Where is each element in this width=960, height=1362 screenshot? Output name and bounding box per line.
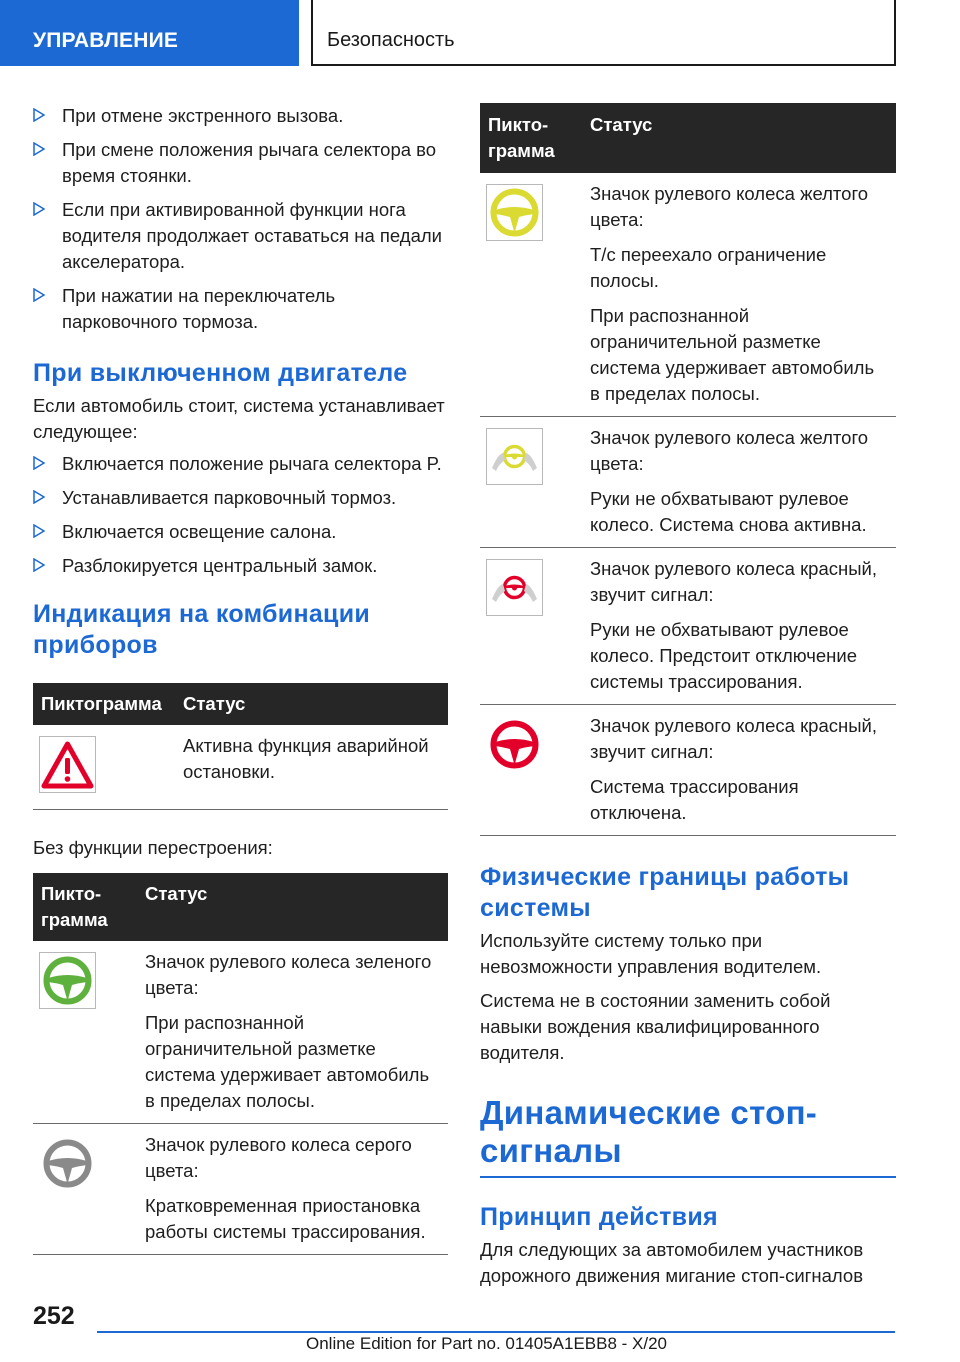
table-row <box>480 548 896 705</box>
table-lane-keeping-cont <box>480 103 896 836</box>
left-column <box>33 103 448 1255</box>
bullet-list-top <box>33 103 448 335</box>
limits-paragraph-1: Используйте систему только при невозможности управления водителем. <box>480 930 822 977</box>
icon-cell <box>33 725 175 810</box>
list-item: Включается освещение салона. <box>33 519 448 545</box>
status-cell: Значок рулевого колеса желтого цвета: Т/с переехало ограничение полосы. При распознанной ограничительной разметке система удерживает автомобиль в пределах полосы. <box>582 173 896 417</box>
icon-cell <box>33 1124 137 1255</box>
hands-on-wheel-red-icon <box>486 559 543 616</box>
steering-wheel-red-icon <box>486 716 543 773</box>
list-item: Включается положение рычага селектора P. <box>33 451 448 477</box>
right-column <box>480 103 896 1297</box>
col-header-status: Статус <box>582 103 896 173</box>
col-header-icon: Пикто-грамма <box>480 103 582 173</box>
engine-off-heading: При выключенном двигателе <box>33 359 408 387</box>
triangle-bullet-icon <box>33 202 45 216</box>
status-cell: Значок рулевого колеса красный, звучит сигнал: Система трассирования отключена. <box>582 705 896 836</box>
table-emergency <box>33 683 448 810</box>
list-item: При нажатии на переключатель парковочного тормоза. <box>33 283 448 335</box>
section-tab: УПРАВЛЕНИЕ <box>0 0 299 66</box>
page-number: 252 <box>33 1302 75 1330</box>
hands-on-wheel-yellow-icon <box>486 428 543 485</box>
indication-heading: Индикация на комбинации приборов <box>33 600 371 659</box>
principle-text: Для следующих за автомобилем участников дорожного движения мигание стоп-сигналов <box>480 1239 864 1286</box>
status-cell: Значок рулевого колеса зеленого цвета: При распознанной ограничительной разметке система удерживает автомобиль в пределах полосы. <box>137 941 448 1124</box>
status-cell: Активна функция аварийной остановки. <box>175 725 448 810</box>
no-lane-change-label: Без функции перестроения: <box>33 837 273 858</box>
triangle-bullet-icon <box>33 142 45 156</box>
list-item: При отмене экстренного вызова. <box>33 103 448 129</box>
list-item: Разблокируется центральный замок. <box>33 553 448 579</box>
page-footer <box>0 1290 960 1362</box>
limits-heading: Физические границы работы системы <box>480 863 850 922</box>
status-cell: Значок рулевого колеса серого цвета: Кратковременная приостановка работы системы трассирования. <box>137 1124 448 1255</box>
icon-cell <box>33 941 137 1124</box>
table-row <box>480 417 896 548</box>
footer-divider <box>97 1331 895 1333</box>
limits-paragraph-2: Система не в состоянии заменить собой навыки вождения квалифицированного водителя. <box>480 990 831 1063</box>
chapter-title: Безопасность <box>311 0 896 66</box>
col-header-icon: Пиктограмма <box>33 683 175 725</box>
list-item: При смене положения рычага селектора во время стоянки. <box>33 137 448 189</box>
dynamic-brake-lights-heading: Динамические стоп-сигналы <box>480 1094 896 1178</box>
steering-wheel-gray-icon <box>39 1135 96 1192</box>
bullet-list-engine <box>33 451 448 579</box>
icon-cell <box>480 705 582 836</box>
table-lane-keeping <box>33 873 448 1255</box>
icon-cell <box>480 417 582 548</box>
table-row <box>33 725 448 810</box>
triangle-bullet-icon <box>33 456 45 470</box>
engine-off-text: Если автомобиль стоит, система устанавливает следующее: <box>33 395 445 442</box>
principle-heading: Принцип действия <box>480 1203 718 1231</box>
icon-cell <box>480 173 582 417</box>
edition-note: Online Edition for Part no. 01405A1EBB8 - X/20 <box>306 1334 668 1353</box>
table-row <box>33 1124 448 1255</box>
triangle-bullet-icon <box>33 558 45 572</box>
list-item: Устанавливается парковочный тормоз. <box>33 485 448 511</box>
triangle-bullet-icon <box>33 288 45 302</box>
col-header-status: Статус <box>137 873 448 941</box>
page-header <box>0 0 960 66</box>
icon-cell <box>480 548 582 705</box>
table-row <box>480 705 896 836</box>
triangle-bullet-icon <box>33 524 45 538</box>
table-row <box>33 941 448 1124</box>
triangle-bullet-icon <box>33 108 45 122</box>
status-cell: Значок рулевого колеса красный, звучит сигнал: Руки не обхватывают рулевое колесо. Предстоит отключение системы трассирования. <box>582 548 896 705</box>
triangle-bullet-icon <box>33 490 45 504</box>
steering-wheel-yellow-icon <box>486 184 543 241</box>
list-item: Если при активированной функции нога водителя продолжает оставаться на педали акселератора. <box>33 197 448 275</box>
table-row <box>480 173 896 417</box>
status-cell: Значок рулевого колеса желтого цвета: Руки не обхватывают рулевое колесо. Система снова активна. <box>582 417 896 548</box>
col-header-status: Статус <box>175 683 448 725</box>
col-header-icon: Пикто-грамма <box>33 873 137 941</box>
steering-wheel-green-icon <box>39 952 96 1009</box>
warning-triangle-icon <box>39 736 96 793</box>
